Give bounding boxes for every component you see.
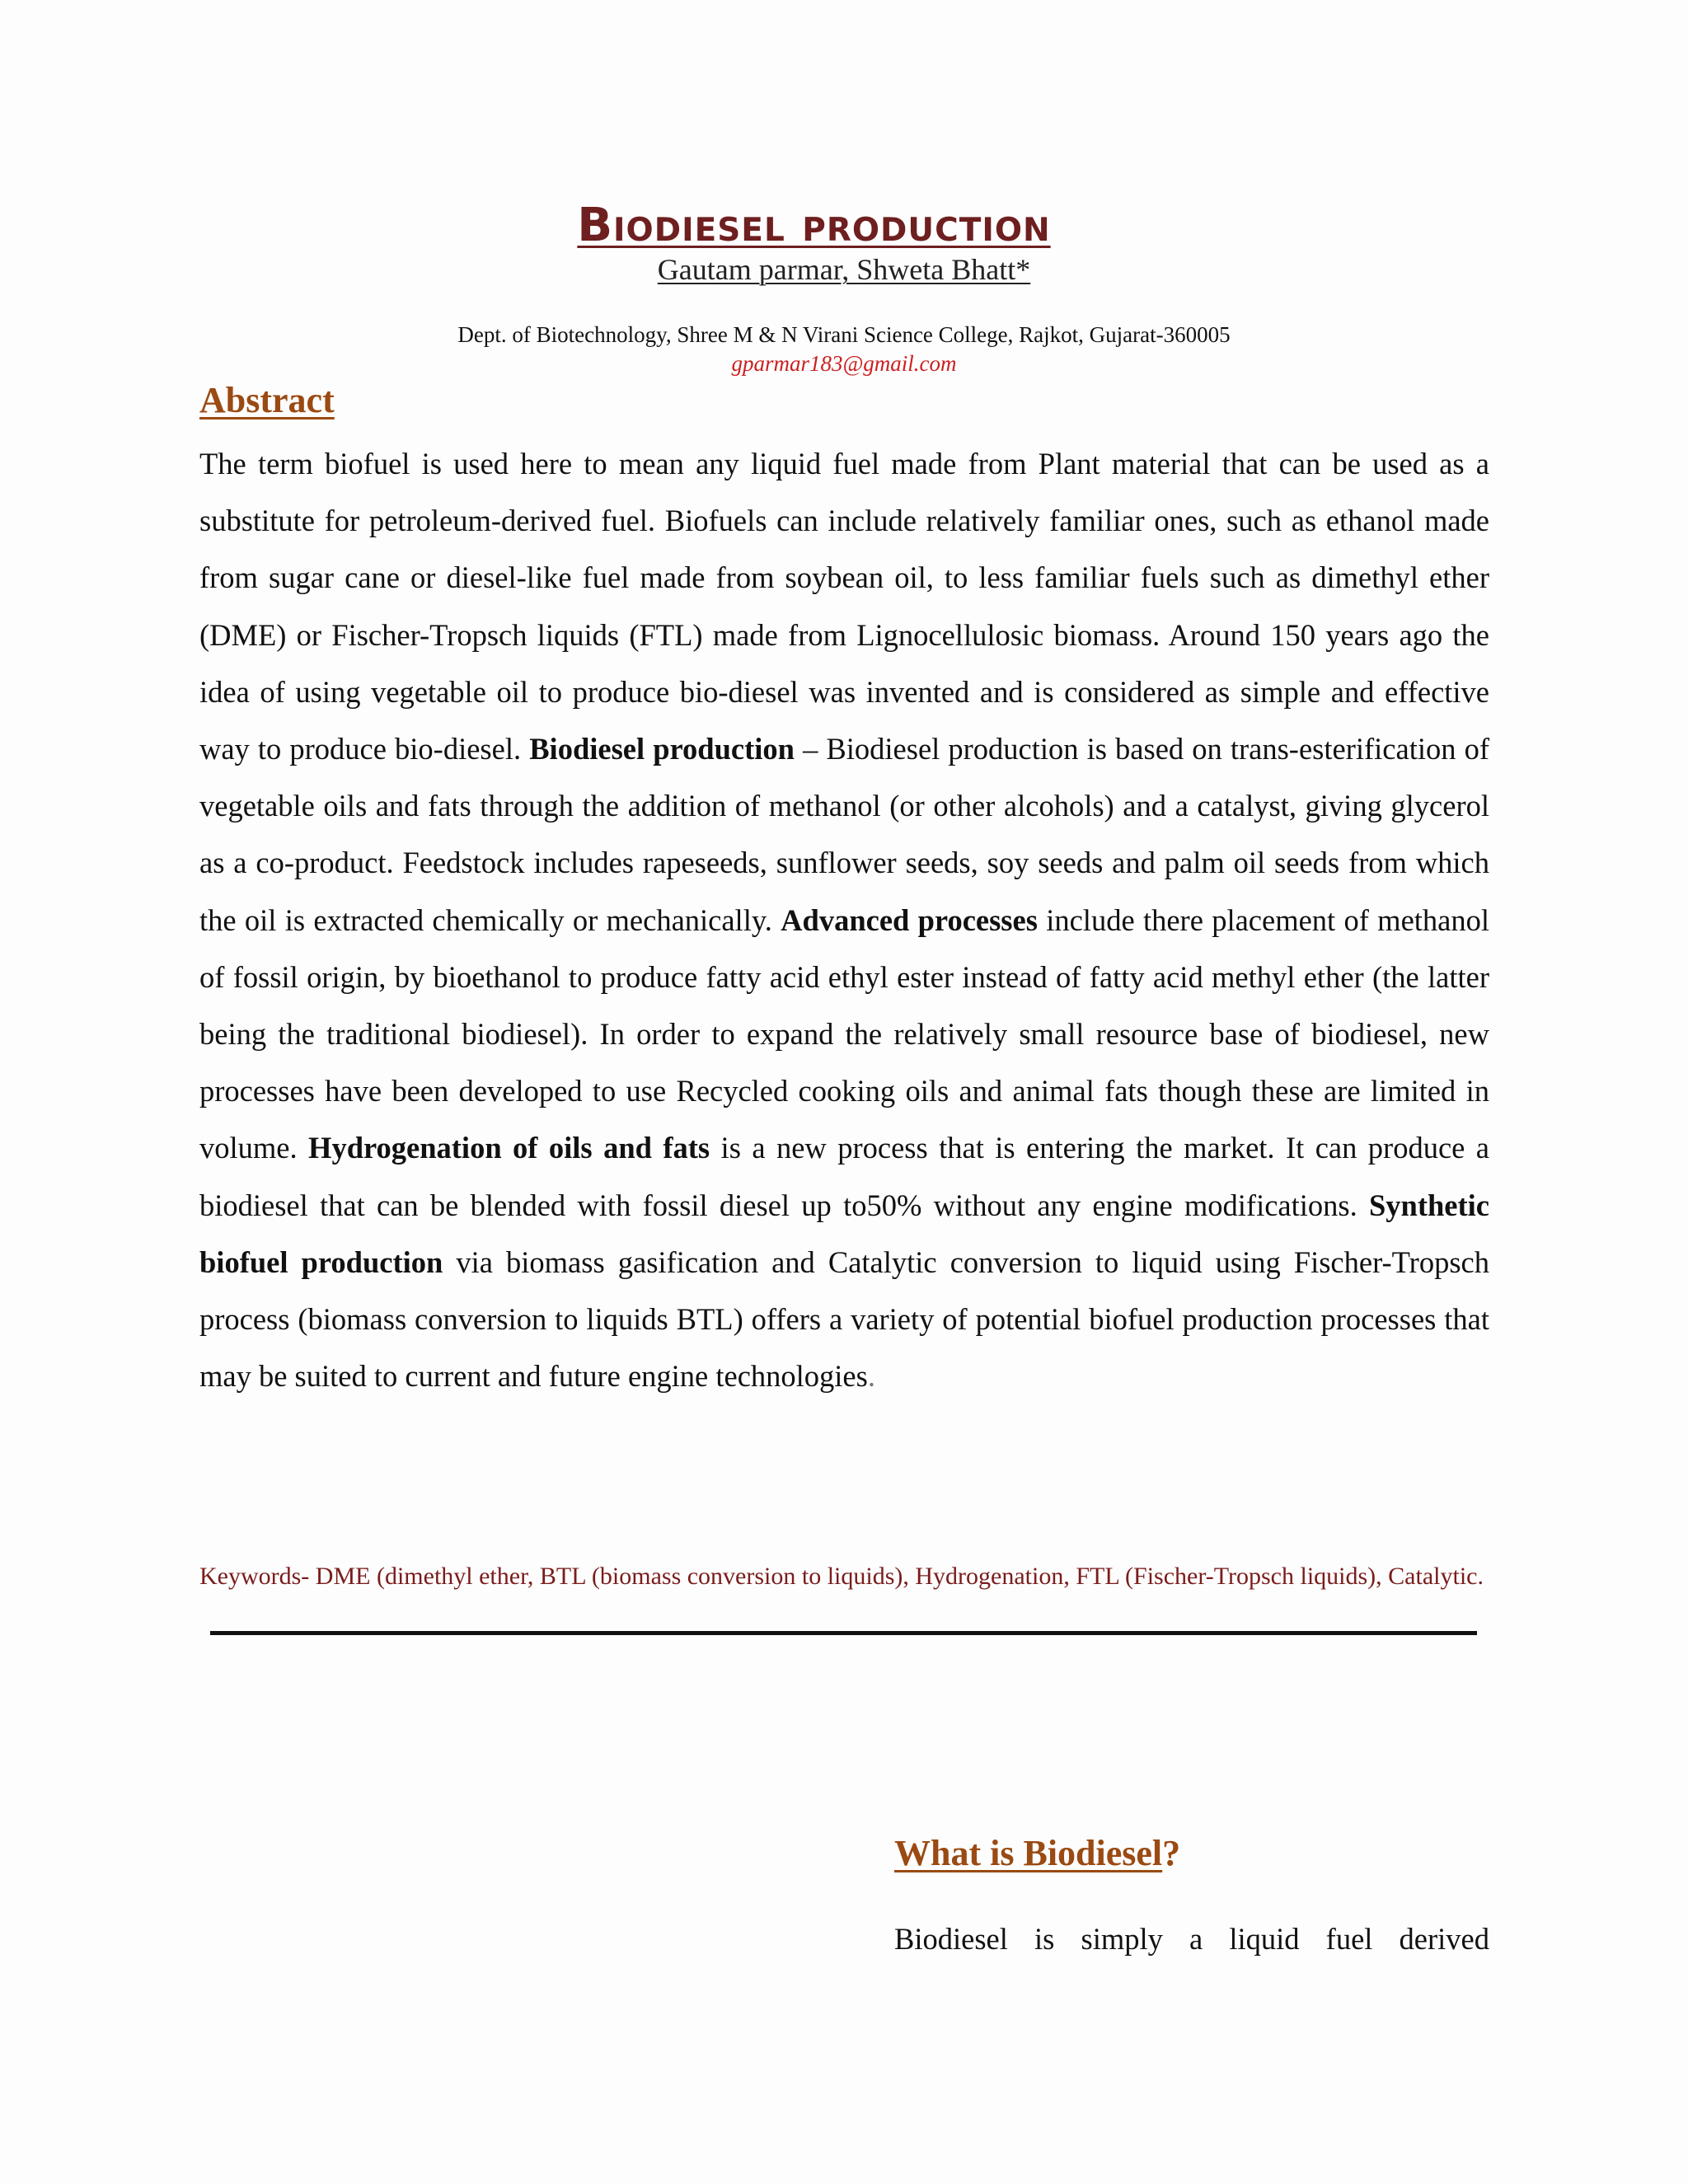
what-is-biodiesel-heading (894, 1830, 1180, 1877)
abstract-heading: Abstract (199, 380, 335, 420)
abstract-bold-term: Biodiesel production (529, 732, 795, 766)
what-is-biodiesel-paragraph: Biodiesel is simply a liquid fuel derived (894, 1922, 1489, 1956)
what-is-biodiesel-heading-text: What is Biodiesel (894, 1833, 1163, 1873)
abstract-text: is a new process that is entering the market. It can produce a biodiesel that can be blended with fossil diesel up to50% without any engine modifications. (199, 1131, 1489, 1222)
author-list: Gautam parmar, Shweta Bhatt* (657, 253, 1031, 286)
contact-email: gparmar183@gmail.com (731, 351, 957, 376)
abstract-paragraph (199, 435, 1489, 1404)
abstract-bold-term: Hydrogenation of oils and fats (308, 1131, 710, 1165)
keywords: Keywords- DME (dimethyl ether, BTL (biomass conversion to liquids), Hydrogenation, FTL (Fischer-Tropsch liquids), Catalytic. (199, 1563, 1484, 1590)
heading-question-mark: ? (1162, 1833, 1181, 1873)
abstract-end-period: . (867, 1359, 875, 1394)
paper-title: Biodiesel production (577, 199, 1051, 252)
abstract-text: include there placement of methanol of fossil origin, by bioethanol to produce fatty acid ethyl ester instead of fatty acid methyl ether (the latter being the traditional biodiesel). In order to expand the relatively small resource base of biodiesel, new processes have been developed to use Recycled cooking oils and animal fats though these are limited in volume. (199, 902, 1490, 1165)
abstract-bold-term: Advanced processes (781, 902, 1038, 937)
abstract-bold-term: Synthetic biofuel production (199, 1188, 1489, 1279)
section-divider (210, 1631, 1477, 1635)
affiliation: Dept. of Biotechnology, Shree M & N Virani Science College, Rajkot, Gujarat-360005 (457, 322, 1231, 347)
abstract-text: via biomass gasification and Catalytic conversion to liquid using Fischer-Tropsch process (biomass conversion to liquids BTL) offers a variety of potential biofuel production processes that may be suited to current and future engine technologies (199, 1244, 1489, 1394)
abstract-text: The term biofuel is used here to mean any liquid fuel made from Plant material that can be used as a substitute for petroleum-derived fuel. Biofuels can include relatively familiar ones, such as ethanol made from sugar cane or diesel-like fuel made from soybean oil, to less familiar fuels such as dimethyl ether (DME) or Fischer-Tropsch liquids (FTL) made from Lignocellulosic biomass. Around 150 years ago the idea of using vegetable oil to produce bio-diesel was invented and is considered as simple and effective way to produce bio-diesel. (199, 447, 1489, 766)
abstract-text: – Biodiesel production is based on trans-esterification of vegetable oils and fats through the addition of methanol (or other alcohols) and a catalyst, giving glycerol as a co-product. Feedstock includes rapeseeds, sunflower seeds, soy seeds and palm oil seeds from which the oil is extracted chemically or mechanically. (199, 732, 1489, 937)
